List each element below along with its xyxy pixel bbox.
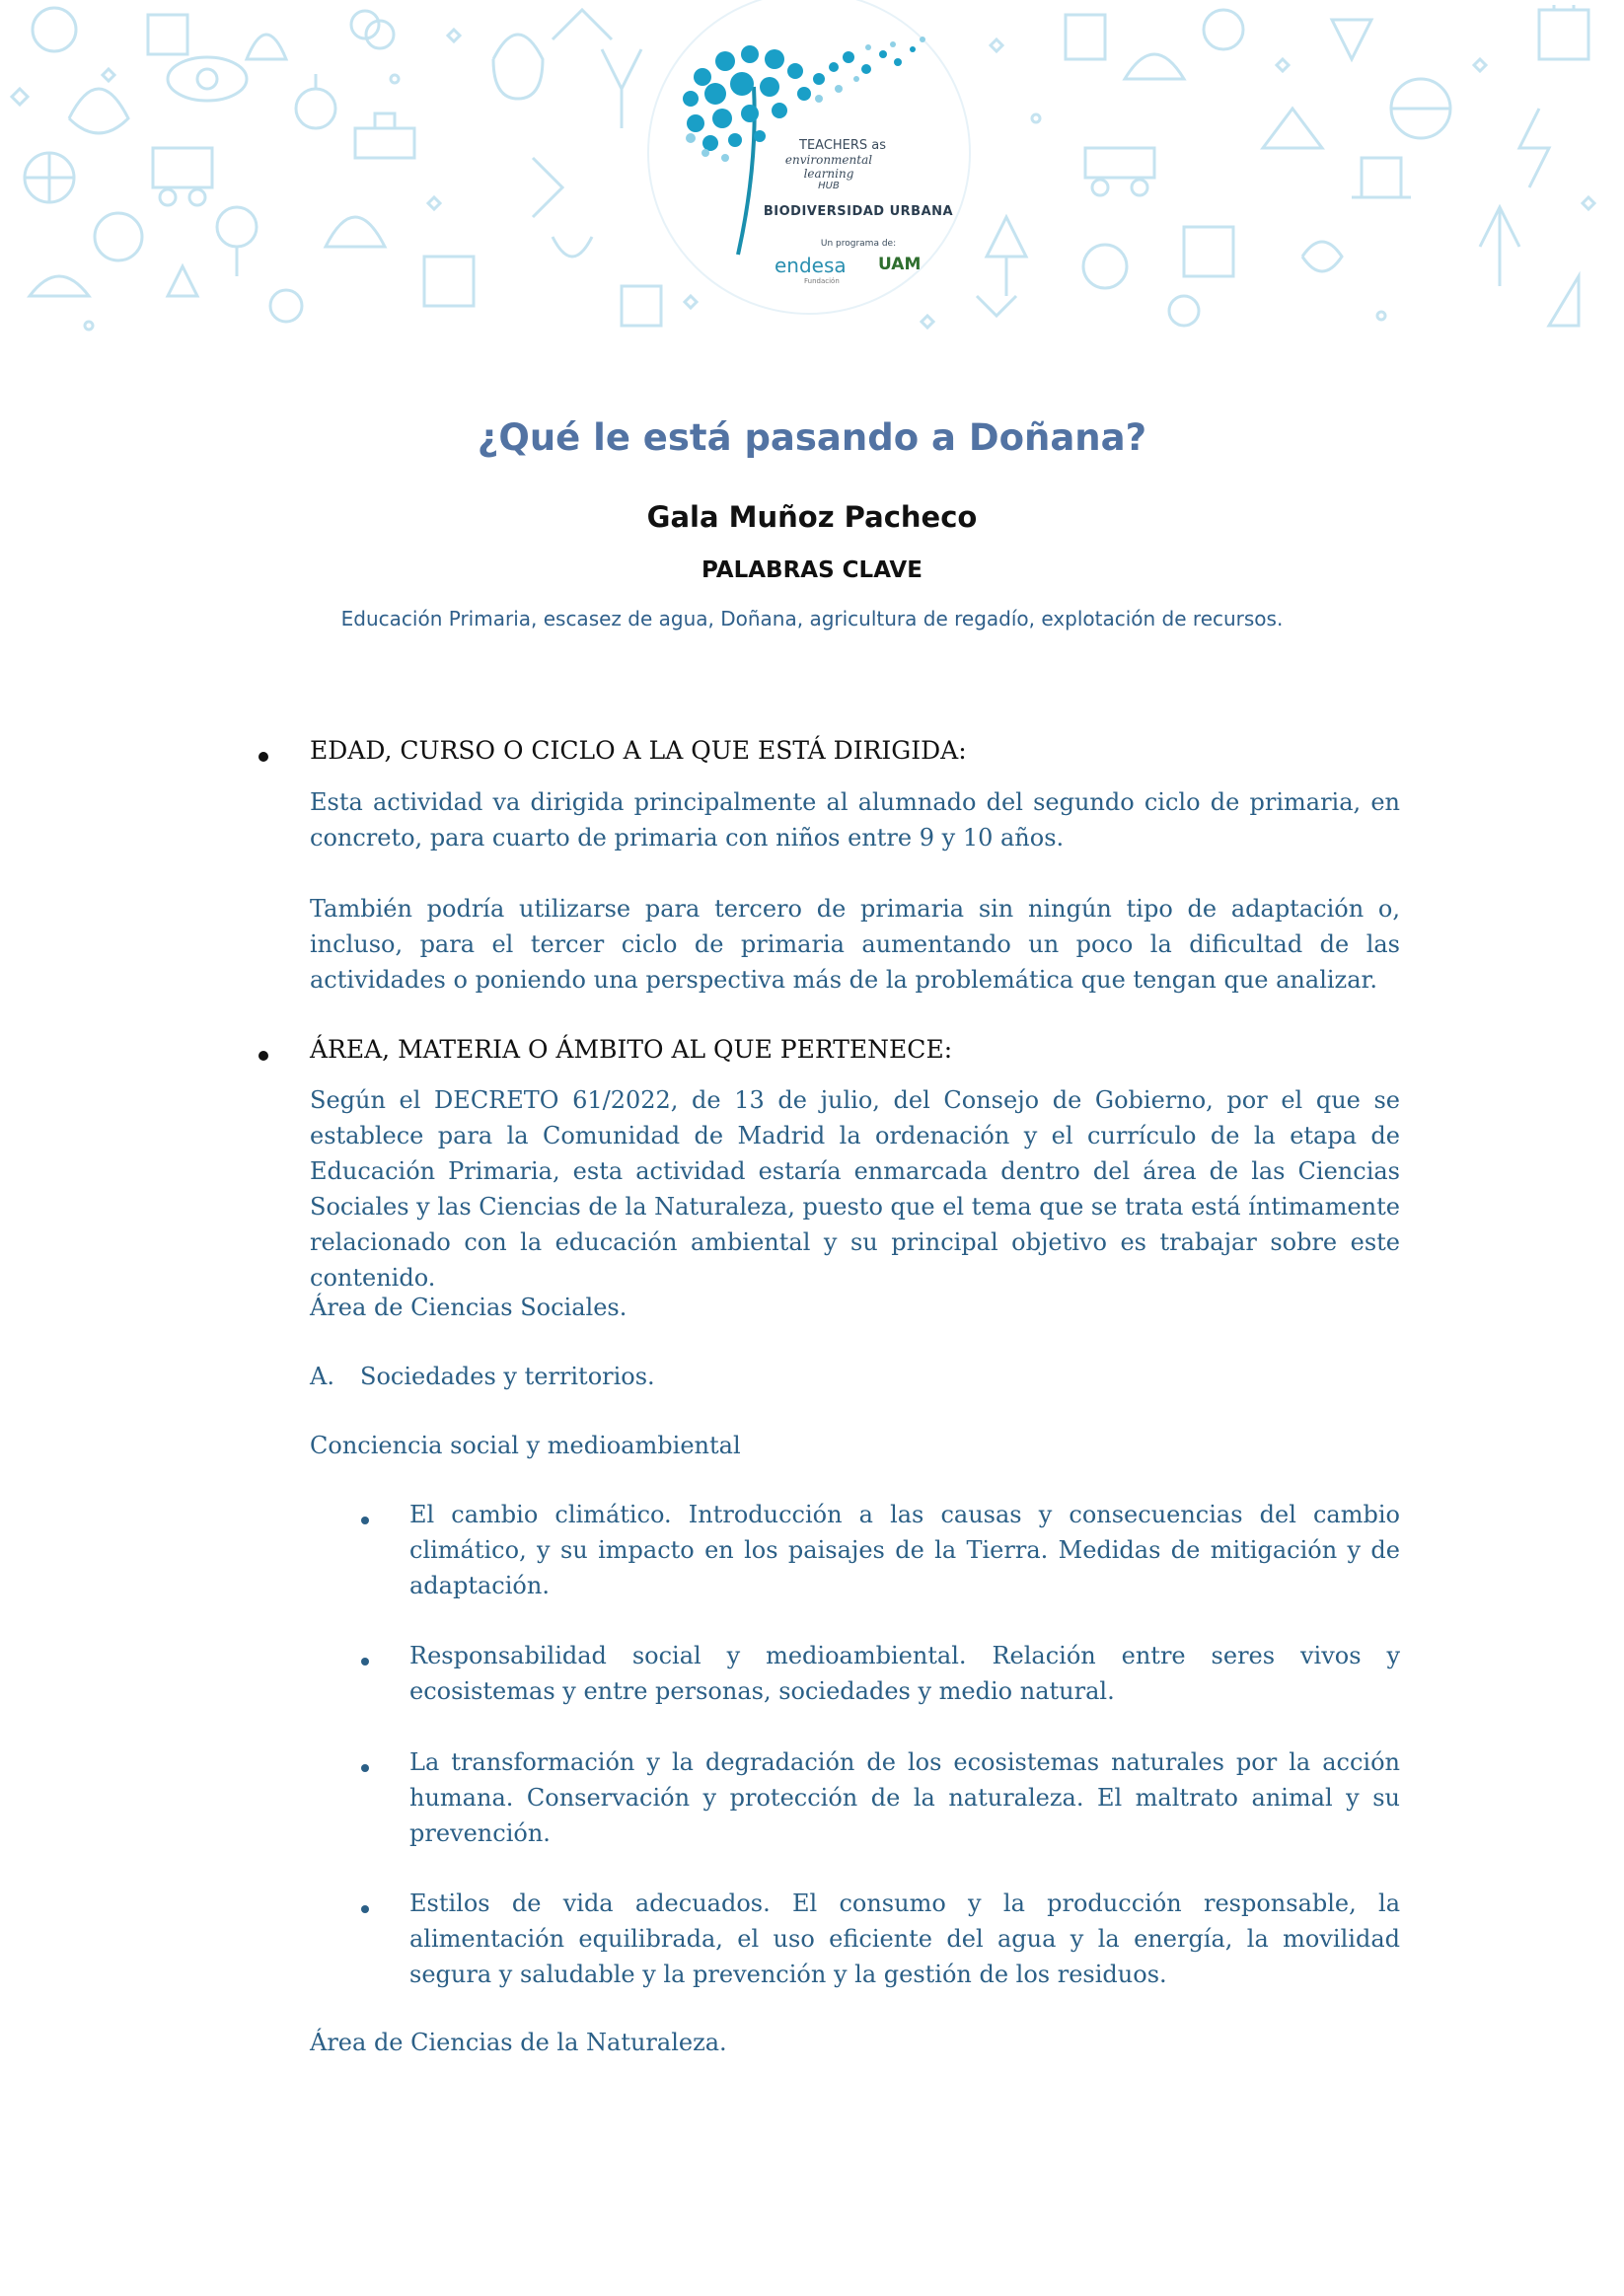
document-title: ¿Qué le está pasando a Doñana?: [477, 416, 1147, 459]
list-item-estilos-vida: Estilos de vida adecuados. El consumo y la producción responsable, la alimentación equilibrada, el uso eficiente del agua y la energía, la movilidad segura y saludable y la prevención y la gestión de los residuos.: [409, 1889, 1400, 1988]
logo-programa-label: Un programa de:: [820, 239, 897, 249]
section-heading-area: ÁREA, MATERIA O ÁMBITO AL QUE PERTENECE:: [310, 1035, 953, 1064]
logo-line-teachers: TEACHERS as: [799, 138, 887, 153]
sublist-letter: A.: [310, 1363, 334, 1390]
section-heading-edad: EDAD, CURSO O CICLO A LA QUE ESTÁ DIRIGIDA:: [310, 736, 967, 765]
keywords-heading: PALABRAS CLAVE: [701, 557, 923, 583]
list-item-cambio-climatico: El cambio climático. Introducción a las causas y consecuencias del cambio climático, y su impacto en los paisajes de la Tierra. Medidas de mitigación y de adaptación.: [409, 1501, 1400, 1599]
list-bullet: [361, 1658, 369, 1666]
logo-line-hub: HUB: [818, 181, 840, 191]
paragraph-tercero: También podría utilizarse para tercero de primaria sin ningún tipo de adaptación o, incluso, para el tercer ciclo de primaria aumentando un poco la dificultad de las actividades o poniendo una perspectiva más de la problemática que tengan que analizar.: [310, 895, 1400, 994]
logo-text-block: [760, 138, 898, 191]
area-ciencias-sociales: Área de Ciencias Sociales.: [310, 1294, 627, 1321]
paragraph-decreto: Según el DECRETO 61/2022, de 13 de julio, del Consejo de Gobierno, por el que se establece para la Comunidad de Madrid la ordenación y el currículo de la etapa de Educación Primaria, esta actividad estaría enmarcada dentro del área de las Ciencias Sociales y las Ciencias de la Naturaleza, puesto que el tema que se trata está íntimamente relacionado con la educación ambiental y su principal objetivo es trabajar sobre este contenido.: [310, 1086, 1400, 1292]
logo-partner-uam: UAM: [878, 255, 922, 274]
paragraph-dirigida: Esta actividad va dirigida principalmente al alumnado del segundo ciclo de primaria, en concreto, para cuarto de primaria con niños entre 9 y 10 años.: [310, 788, 1400, 852]
logo-biodiversidad: BIODIVERSIDAD URBANA: [763, 204, 954, 219]
logo-partner-endesa-sub: Fundación: [804, 277, 840, 285]
list-item-responsabilidad: Responsabilidad social y medioambiental. Relación entre seres vivos y ecosistemas y entre personas, sociedades y medio natural.: [409, 1642, 1400, 1705]
list-bullet: [361, 1517, 369, 1524]
logo-partner-endesa: endesa: [775, 254, 847, 277]
list-item-transformacion: La transformación y la degradación de los ecosistemas naturales por la acción humana. Conservación y protección de la naturaleza. El maltrato animal y su prevención.: [409, 1748, 1400, 1847]
keywords-list: Educación Primaria, escasez de agua, Doñana, agricultura de regadío, explotación de recursos.: [340, 607, 1284, 630]
author-name: Gala Muñoz Pacheco: [646, 500, 978, 534]
section-bullet: [258, 752, 268, 762]
sublist-title: Sociedades y territorios.: [360, 1363, 655, 1390]
logo-line-environmental: environmental learning: [784, 153, 873, 181]
list-bullet: [361, 1764, 369, 1772]
section-bullet: [258, 1051, 268, 1061]
conciencia-heading: Conciencia social y medioambiental: [310, 1432, 741, 1459]
header-banner: [0, 0, 1624, 340]
area-ciencias-naturaleza: Área de Ciencias de la Naturaleza.: [310, 2029, 727, 2056]
list-bullet: [361, 1905, 369, 1913]
